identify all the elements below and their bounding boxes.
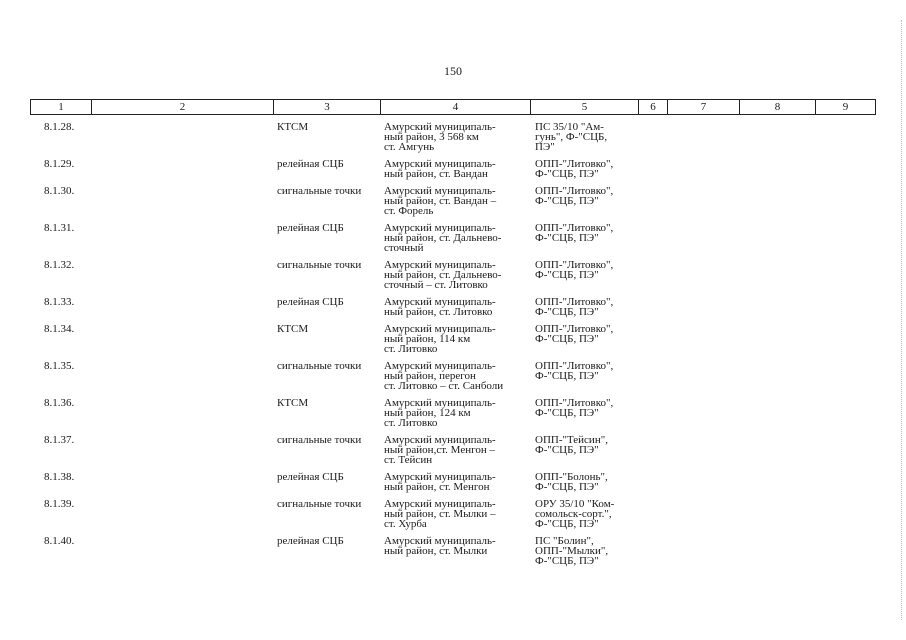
row-number: 8.1.37.: [44, 434, 75, 446]
power-source-line: ОПП-"Болонь",: [535, 471, 608, 483]
empty-cell: [667, 297, 739, 324]
location-cell: [380, 186, 530, 223]
header-cell: 6: [639, 100, 668, 115]
empty-cell: [815, 324, 875, 361]
location-cell: [380, 159, 530, 186]
power-source-cell: [530, 499, 638, 536]
empty-cell: [739, 324, 815, 361]
location-line: Амурский муниципаль-: [384, 259, 496, 271]
location-line: Амурский муниципаль-: [384, 323, 496, 335]
empty-cell: [739, 499, 815, 536]
table-row: [30, 324, 875, 361]
empty-cell: [638, 297, 667, 324]
empty-cell: [739, 472, 815, 499]
power-source-cell: [530, 435, 638, 472]
location-line: ный район, ст. Литовко: [384, 306, 493, 318]
table-row: [30, 260, 875, 297]
power-source-line: Ф-"СЦБ, ПЭ": [535, 269, 599, 281]
power-source-line: Ф-"СЦБ, ПЭ": [535, 518, 599, 530]
power-source-line: ОПП-"Литовко",: [535, 397, 614, 409]
empty-cell: [91, 536, 273, 573]
table-row: [30, 159, 875, 186]
power-source-line: ОПП-"Литовко",: [535, 185, 614, 197]
object-name: КТСМ: [277, 121, 309, 133]
empty-cell: [815, 159, 875, 186]
location-cell: [380, 223, 530, 260]
power-source-cell: [530, 324, 638, 361]
empty-cell: [91, 260, 273, 297]
object-name: КТСМ: [277, 397, 309, 409]
location-cell: [380, 297, 530, 324]
power-source-line: Ф-"СЦБ, ПЭ": [535, 306, 599, 318]
empty-cell: [638, 122, 667, 159]
object-name: релейная СЦБ: [277, 158, 344, 170]
table-row: [30, 536, 875, 573]
empty-cell: [638, 398, 667, 435]
power-source-line: ОПП-"Литовко",: [535, 296, 614, 308]
empty-cell: [815, 435, 875, 472]
power-source-line: гунь", Ф-"СЦБ,: [535, 131, 608, 143]
empty-cell: [638, 499, 667, 536]
location-line: сточный – ст. Литовко: [384, 279, 488, 291]
empty-cell: [815, 398, 875, 435]
location-line: ст. Хурба: [384, 518, 427, 530]
row-number: 8.1.34.: [44, 323, 75, 335]
location-line: ст. Тейсин: [384, 454, 433, 466]
empty-cell: [739, 297, 815, 324]
row-number: 8.1.28.: [44, 121, 75, 133]
location-line: ный район, 114 км: [384, 333, 471, 345]
row-number: 8.1.39.: [44, 498, 75, 510]
empty-cell: [91, 472, 273, 499]
object-name: КТСМ: [277, 323, 309, 335]
location-line: ный район,ст. Менгон –: [384, 444, 495, 456]
power-source-line: Ф-"СЦБ, ПЭ": [535, 195, 599, 207]
location-line: Амурский муниципаль-: [384, 222, 496, 234]
empty-cell: [739, 186, 815, 223]
empty-cell: [815, 223, 875, 260]
empty-cell: [91, 324, 273, 361]
header-cell: 8: [740, 100, 816, 115]
power-source-line: ОПП-"Тейсин",: [535, 434, 608, 446]
power-source-line: ОПП-"Мылки",: [535, 545, 609, 557]
power-source-line: ПС "Болин",: [535, 535, 594, 547]
empty-cell: [667, 324, 739, 361]
location-cell: [380, 260, 530, 297]
empty-cell: [667, 536, 739, 573]
power-source-line: ОРУ 35/10 "Ком-: [535, 498, 615, 510]
table-row: [30, 398, 875, 435]
location-cell: [380, 472, 530, 499]
empty-cell: [91, 398, 273, 435]
empty-cell: [667, 186, 739, 223]
empty-cell: [815, 297, 875, 324]
empty-cell: [667, 435, 739, 472]
power-source-cell: [530, 398, 638, 435]
location-cell: [380, 122, 530, 159]
power-source-line: ОПП-"Литовко",: [535, 222, 614, 234]
empty-cell: [638, 159, 667, 186]
data-table: [30, 122, 875, 573]
power-source-cell: [530, 472, 638, 499]
empty-cell: [91, 159, 273, 186]
object-name: сигнальные точки: [277, 259, 362, 271]
empty-cell: [91, 223, 273, 260]
location-line: ный район, 124 км: [384, 407, 471, 419]
location-line: Амурский муниципаль-: [384, 185, 496, 197]
empty-cell: [815, 260, 875, 297]
table-row: [30, 122, 875, 159]
location-line: ный район, ст. Мылки –: [384, 508, 496, 520]
row-number: 8.1.38.: [44, 471, 75, 483]
page-edge-line: [901, 20, 903, 620]
location-line: ст. Амгунь: [384, 141, 435, 153]
location-line: ст. Литовко: [384, 417, 438, 429]
object-name: сигнальные точки: [277, 360, 362, 372]
row-number: 8.1.35.: [44, 360, 75, 372]
data-table-body: [30, 122, 875, 573]
power-source-line: ОПП-"Литовко",: [535, 323, 614, 335]
empty-cell: [739, 159, 815, 186]
location-line: ст. Форель: [384, 205, 434, 217]
empty-cell: [739, 398, 815, 435]
empty-cell: [638, 536, 667, 573]
row-number: 8.1.33.: [44, 296, 75, 308]
empty-cell: [91, 186, 273, 223]
power-source-cell: [530, 186, 638, 223]
location-line: ный район, 3 568 км: [384, 131, 479, 143]
location-line: ный район, ст. Вандан: [384, 168, 488, 180]
empty-cell: [815, 472, 875, 499]
empty-cell: [91, 435, 273, 472]
empty-cell: [638, 472, 667, 499]
location-line: Амурский муниципаль-: [384, 397, 496, 409]
table-row: [30, 472, 875, 499]
empty-cell: [667, 472, 739, 499]
location-line: ный район, ст. Мылки: [384, 545, 488, 557]
location-line: ный район, ст. Вандан –: [384, 195, 497, 207]
header-row: [31, 100, 876, 115]
empty-cell: [91, 499, 273, 536]
power-source-line: ОПП-"Литовко",: [535, 158, 614, 170]
location-cell: [380, 536, 530, 573]
empty-cell: [739, 361, 815, 398]
empty-cell: [667, 361, 739, 398]
location-cell: [380, 398, 530, 435]
power-source-cell: [530, 122, 638, 159]
location-cell: [380, 324, 530, 361]
location-line: ный район, ст. Дальнево-: [384, 269, 502, 281]
header-cell: 7: [668, 100, 740, 115]
power-source-line: Ф-"СЦБ, ПЭ": [535, 333, 599, 345]
location-cell: [380, 499, 530, 536]
header-cell: 3: [274, 100, 381, 115]
table-row: [30, 499, 875, 536]
empty-cell: [667, 223, 739, 260]
header-cell: 1: [31, 100, 92, 115]
object-name: релейная СЦБ: [277, 296, 344, 308]
row-number: 8.1.31.: [44, 222, 75, 234]
location-line: Амурский муниципаль-: [384, 498, 496, 510]
location-line: Амурский муниципаль-: [384, 535, 496, 547]
empty-cell: [638, 435, 667, 472]
row-number: 8.1.30.: [44, 185, 75, 197]
power-source-line: Ф-"СЦБ, ПЭ": [535, 168, 599, 180]
row-number: 8.1.36.: [44, 397, 75, 409]
location-line: Амурский муниципаль-: [384, 434, 496, 446]
empty-cell: [638, 186, 667, 223]
location-line: сточный: [384, 242, 424, 254]
power-source-line: Ф-"СЦБ, ПЭ": [535, 481, 599, 493]
empty-cell: [638, 361, 667, 398]
location-cell: [380, 435, 530, 472]
power-source-line: ПС 35/10 "Ам-: [535, 121, 604, 133]
row-number: 8.1.29.: [44, 158, 75, 170]
object-name: релейная СЦБ: [277, 535, 344, 547]
empty-cell: [667, 122, 739, 159]
location-line: ст. Литовко: [384, 343, 438, 355]
header-cell: 9: [816, 100, 876, 115]
empty-cell: [815, 186, 875, 223]
location-line: Амурский муниципаль-: [384, 471, 496, 483]
object-name: сигнальные точки: [277, 185, 362, 197]
table-row: [30, 435, 875, 472]
column-header-table: [30, 99, 876, 115]
power-source-cell: [530, 297, 638, 324]
empty-cell: [739, 435, 815, 472]
empty-cell: [815, 122, 875, 159]
header-cell: 4: [381, 100, 531, 115]
object-name: релейная СЦБ: [277, 471, 344, 483]
empty-cell: [638, 223, 667, 260]
power-source-cell: [530, 536, 638, 573]
empty-cell: [815, 499, 875, 536]
power-source-cell: [530, 159, 638, 186]
power-source-cell: [530, 260, 638, 297]
power-source-line: Ф-"СЦБ, ПЭ": [535, 232, 599, 244]
location-line: ный район, перегон: [384, 370, 476, 382]
page-number: 150: [444, 64, 462, 78]
location-line: ный район, ст. Менгон: [384, 481, 490, 493]
empty-cell: [667, 398, 739, 435]
table-row: [30, 223, 875, 260]
empty-cell: [739, 536, 815, 573]
table-row: [30, 297, 875, 324]
empty-cell: [667, 499, 739, 536]
power-source-line: сомольск-сорт.",: [535, 508, 612, 520]
location-line: ст. Литовко – ст. Санболи: [384, 380, 504, 392]
empty-cell: [638, 324, 667, 361]
table-row: [30, 186, 875, 223]
location-cell: [380, 361, 530, 398]
header-cell: 2: [92, 100, 274, 115]
location-line: Амурский муниципаль-: [384, 360, 496, 372]
empty-cell: [739, 223, 815, 260]
power-source-line: Ф-"СЦБ, ПЭ": [535, 555, 599, 567]
empty-cell: [667, 159, 739, 186]
header-cell: 5: [531, 100, 639, 115]
location-line: Амурский муниципаль-: [384, 121, 496, 133]
empty-cell: [91, 122, 273, 159]
empty-cell: [667, 260, 739, 297]
power-source-line: ОПП-"Литовко",: [535, 360, 614, 372]
empty-cell: [815, 536, 875, 573]
row-number: 8.1.32.: [44, 259, 75, 271]
location-line: Амурский муниципаль-: [384, 296, 496, 308]
object-name: сигнальные точки: [277, 498, 362, 510]
location-line: ный район, ст. Дальнево-: [384, 232, 502, 244]
empty-cell: [638, 260, 667, 297]
power-source-line: Ф-"СЦБ, ПЭ": [535, 370, 599, 382]
power-source-cell: [530, 361, 638, 398]
location-line: Амурский муниципаль-: [384, 158, 496, 170]
object-name: сигнальные точки: [277, 434, 362, 446]
empty-cell: [739, 122, 815, 159]
table-row: [30, 361, 875, 398]
power-source-line: Ф-"СЦБ, ПЭ": [535, 407, 599, 419]
empty-cell: [815, 361, 875, 398]
empty-cell: [91, 361, 273, 398]
row-number: 8.1.40.: [44, 535, 75, 547]
power-source-line: Ф-"СЦБ, ПЭ": [535, 444, 599, 456]
power-source-cell: [530, 223, 638, 260]
empty-cell: [739, 260, 815, 297]
power-source-line: ПЭ": [535, 141, 555, 153]
empty-cell: [91, 297, 273, 324]
object-name: релейная СЦБ: [277, 222, 344, 234]
power-source-line: ОПП-"Литовко",: [535, 259, 614, 271]
